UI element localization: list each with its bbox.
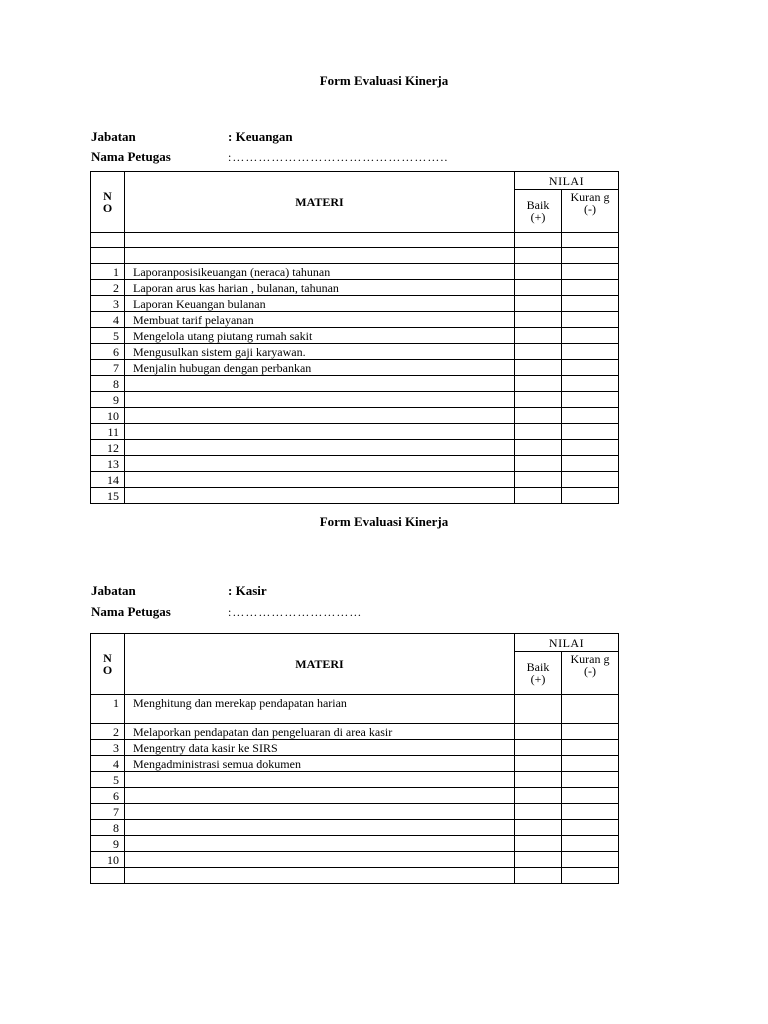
- blank-row: [91, 233, 619, 248]
- kurang-cell[interactable]: [562, 312, 619, 328]
- row-number: 2: [91, 280, 125, 296]
- baik-cell[interactable]: [515, 820, 562, 836]
- no-header-text: N O: [102, 651, 113, 677]
- kurang-cell[interactable]: [562, 456, 619, 472]
- table-row: [91, 312, 619, 328]
- table-row: [91, 472, 619, 488]
- kurang-cell[interactable]: [562, 472, 619, 488]
- kurang-cell[interactable]: [562, 868, 619, 884]
- kurang-cell[interactable]: [562, 772, 619, 788]
- table-row: [91, 820, 619, 836]
- kurang-cell[interactable]: [562, 724, 619, 740]
- form1-nama-field[interactable]: :…………………………………………..: [228, 150, 449, 164]
- kurang-cell[interactable]: [562, 264, 619, 280]
- table-row: [91, 804, 619, 820]
- kurang-cell[interactable]: [562, 296, 619, 312]
- row-materi: [125, 392, 515, 408]
- baik-cell[interactable]: [515, 472, 562, 488]
- blank-row: [91, 248, 619, 264]
- row-materi: Laporanposisikeuangan (neraca) tahunan: [125, 264, 515, 280]
- form2-jabatan-value: : Kasir: [228, 583, 267, 598]
- row-number: 8: [91, 820, 125, 836]
- table-row: [91, 296, 619, 312]
- baik-cell[interactable]: [515, 424, 562, 440]
- row-number: 14: [91, 472, 125, 488]
- kurang-cell[interactable]: [562, 836, 619, 852]
- baik-cell[interactable]: [515, 376, 562, 392]
- row-materi: [125, 456, 515, 472]
- kurang-cell[interactable]: [562, 328, 619, 344]
- row-number: 12: [91, 440, 125, 456]
- form2-table: [90, 633, 619, 884]
- row-number: 8: [91, 376, 125, 392]
- table-row: [91, 836, 619, 852]
- form1-title: Form Evaluasi Kinerja: [319, 73, 449, 88]
- kurang-cell[interactable]: [562, 788, 619, 804]
- row-materi: [125, 488, 515, 504]
- baik-cell[interactable]: [515, 248, 562, 264]
- baik-cell[interactable]: [515, 233, 562, 248]
- nilai-header: NILAI: [515, 172, 619, 190]
- baik-cell[interactable]: [515, 804, 562, 820]
- table-row: [91, 724, 619, 740]
- table-row: [91, 852, 619, 868]
- row-number: 7: [91, 360, 125, 376]
- nilai-header: NILAI: [515, 634, 619, 652]
- form1-table: [90, 171, 619, 504]
- row-number: 7: [91, 804, 125, 820]
- kurang-cell[interactable]: [562, 392, 619, 408]
- kurang-cell[interactable]: [562, 248, 619, 264]
- baik-cell[interactable]: [515, 312, 562, 328]
- table-row: [91, 376, 619, 392]
- kurang-cell[interactable]: [562, 440, 619, 456]
- baik-header: [515, 190, 562, 233]
- kurang-cell[interactable]: [562, 852, 619, 868]
- form2-nama-label: Nama Petugas: [91, 604, 171, 619]
- materi-header: MATERI: [125, 172, 515, 233]
- row-number: 15: [91, 488, 125, 504]
- baik-cell[interactable]: [515, 772, 562, 788]
- kurang-cell[interactable]: [562, 804, 619, 820]
- form2-title: Form Evaluasi Kinerja: [319, 514, 449, 529]
- row-number: 9: [91, 836, 125, 852]
- row-materi: [125, 376, 515, 392]
- row-number: 11: [91, 424, 125, 440]
- row-number: 3: [91, 740, 125, 756]
- baik-cell[interactable]: [515, 756, 562, 772]
- row-materi: Mengadministrasi semua dokumen: [125, 756, 515, 772]
- table-row: [91, 424, 619, 440]
- form2-jabatan-label: Jabatan: [91, 583, 136, 598]
- row-number: 1: [91, 695, 125, 724]
- row-materi: [125, 852, 515, 868]
- table-row: [91, 788, 619, 804]
- table-row: [91, 264, 619, 280]
- baik-cell[interactable]: [515, 264, 562, 280]
- no-header: [91, 634, 125, 695]
- row-number: 9: [91, 392, 125, 408]
- materi-header: MATERI: [125, 634, 515, 695]
- row-materi: [125, 836, 515, 852]
- row-materi: [125, 408, 515, 424]
- table-row: [91, 868, 619, 884]
- kurang-cell[interactable]: [562, 695, 619, 724]
- row-number: 6: [91, 344, 125, 360]
- table-row: [91, 392, 619, 408]
- baik-cell[interactable]: [515, 328, 562, 344]
- row-materi: [125, 424, 515, 440]
- kurang-cell[interactable]: [562, 424, 619, 440]
- table-row: [91, 772, 619, 788]
- table-row: [91, 360, 619, 376]
- baik-cell[interactable]: [515, 868, 562, 884]
- row-materi: Melaporkan pendapatan dan pengeluaran di area kasir: [125, 724, 515, 740]
- row-materi: [125, 820, 515, 836]
- baik-cell[interactable]: [515, 392, 562, 408]
- table-row: [91, 280, 619, 296]
- kurang-cell[interactable]: [562, 820, 619, 836]
- baik-cell[interactable]: [515, 852, 562, 868]
- row-number: 10: [91, 408, 125, 424]
- baik-header: [515, 652, 562, 695]
- row-materi: Menghitung dan merekap pendapatan harian: [125, 695, 515, 724]
- kurang-cell[interactable]: [562, 376, 619, 392]
- kurang-cell[interactable]: [562, 233, 619, 248]
- kurang-cell[interactable]: [562, 280, 619, 296]
- baik-cell[interactable]: [515, 788, 562, 804]
- form2-nama-field[interactable]: :…………………………: [228, 605, 363, 619]
- table-row: [91, 328, 619, 344]
- kurang-cell[interactable]: [562, 360, 619, 376]
- kurang-cell[interactable]: [562, 344, 619, 360]
- kurang-cell[interactable]: [562, 488, 619, 504]
- row-number: [91, 868, 125, 884]
- row-number: 4: [91, 756, 125, 772]
- baik-cell[interactable]: [515, 440, 562, 456]
- row-number: 5: [91, 772, 125, 788]
- row-number: 4: [91, 312, 125, 328]
- baik-cell[interactable]: [515, 836, 562, 852]
- table-row: [91, 456, 619, 472]
- baik-cell[interactable]: [515, 360, 562, 376]
- row-number: 3: [91, 296, 125, 312]
- baik-header-text: Baik (+): [526, 660, 550, 686]
- row-materi: Menjalin hubugan dengan perbankan: [125, 360, 515, 376]
- baik-cell[interactable]: [515, 695, 562, 724]
- kurang-cell[interactable]: [562, 740, 619, 756]
- row-materi: [125, 772, 515, 788]
- row-materi: [125, 472, 515, 488]
- table-row: [91, 756, 619, 772]
- table-row: [91, 488, 619, 504]
- row-materi: [125, 788, 515, 804]
- kurang-header-text: Kuran g (-): [570, 652, 610, 678]
- kurang-header: [562, 652, 619, 695]
- row-materi: Membuat tarif pelayanan: [125, 312, 515, 328]
- kurang-cell[interactable]: [562, 408, 619, 424]
- row-number: 1: [91, 264, 125, 280]
- form1-nama-label: Nama Petugas: [91, 149, 171, 164]
- form1-jabatan-label: Jabatan: [91, 129, 136, 144]
- row-materi: [125, 868, 515, 884]
- table-row: [91, 344, 619, 360]
- baik-cell[interactable]: [515, 740, 562, 756]
- row-number: 13: [91, 456, 125, 472]
- baik-cell[interactable]: [515, 724, 562, 740]
- row-materi: Mengentry data kasir ke SIRS: [125, 740, 515, 756]
- row-number: 6: [91, 788, 125, 804]
- no-header-text: N O: [102, 189, 113, 215]
- kurang-header: [562, 190, 619, 233]
- baik-header-text: Baik (+): [526, 198, 550, 224]
- row-materi: Mengusulkan sistem gaji karyawan.: [125, 344, 515, 360]
- baik-cell[interactable]: [515, 408, 562, 424]
- table-row: [91, 695, 619, 724]
- baik-cell[interactable]: [515, 280, 562, 296]
- baik-cell[interactable]: [515, 296, 562, 312]
- table-row: [91, 440, 619, 456]
- row-materi: Mengelola utang piutang rumah sakit: [125, 328, 515, 344]
- table-row: [91, 408, 619, 424]
- row-number: 2: [91, 724, 125, 740]
- no-header: [91, 172, 125, 233]
- form1-jabatan-value: : Keuangan: [228, 129, 293, 144]
- row-number: 5: [91, 328, 125, 344]
- row-materi: Laporan Keuangan bulanan: [125, 296, 515, 312]
- row-materi: [125, 440, 515, 456]
- row-number: 10: [91, 852, 125, 868]
- baik-cell[interactable]: [515, 344, 562, 360]
- row-materi: Laporan arus kas harian , bulanan, tahunan: [125, 280, 515, 296]
- table-row: [91, 740, 619, 756]
- baik-cell[interactable]: [515, 488, 562, 504]
- kurang-cell[interactable]: [562, 756, 619, 772]
- kurang-header-text: Kuran g (-): [570, 190, 610, 216]
- row-materi: [125, 804, 515, 820]
- baik-cell[interactable]: [515, 456, 562, 472]
